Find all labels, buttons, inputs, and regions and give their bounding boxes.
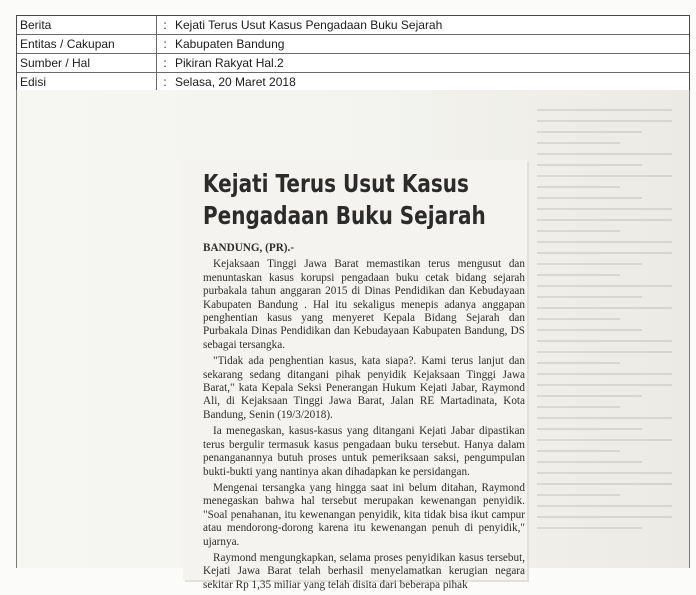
meta-colon: : xyxy=(163,18,167,32)
meta-label: Sumber / Hal xyxy=(17,54,157,72)
article-paragraph: Raymond mengungkapkan, selama proses penyidikan kasus tersebut, Kejati Jawa Barat telah berhasil menyelamatkan kerugian negara sekitar Rp 1,35 miliar yang telah disita dari beberapa pihak xyxy=(203,551,525,591)
meta-row-berita xyxy=(17,16,689,35)
meta-value: Kejati Terus Usut Kasus Pengadaan Buku Sejarah xyxy=(175,18,443,32)
headline-line-1: Kejati Terus Usut Kasus xyxy=(203,169,469,198)
article-paragraph: "Tidak ada penghentian kasus, kata siapa?. Kami terus lanjut dan sekarang sedang ditangani pihak penyidik Kejaksaan Tinggi Jawa Barat," kata Kepala Seksi Penerangan Hukum Kejati Jabar, Raymond Ali, di Kejaksaan Tinggi Jawa Barat, Jalan RE Martadinata, Kota Bandung, Senin (19/3/2018). xyxy=(203,355,525,421)
meta-colon: : xyxy=(163,75,167,89)
article-paragraph: Mengenai tersangka yang hingga saat ini belum ditahan, Raymond menegaskan bahwa hal tersebut merupakan kewenangan penyidik. "Soal penahanan, itu kewenangan penyidik, kita tidak bisa ikut campur atau mendorong-dorong karena itu kewenangan penuh di penyidik," ujarnya. xyxy=(203,481,525,548)
bleed-through-texture xyxy=(537,100,687,560)
meta-value: Kabupaten Bandung xyxy=(175,37,285,51)
headline-line-2: Pengadaan Buku Sejarah xyxy=(203,201,486,230)
meta-label: Edisi xyxy=(17,73,157,91)
article-body xyxy=(203,242,525,595)
meta-row-sumber xyxy=(17,54,689,73)
meta-row-edisi xyxy=(17,73,689,91)
newspaper-clipping xyxy=(183,160,527,591)
meta-value: Pikiran Rakyat Hal.2 xyxy=(175,56,284,70)
meta-label: Entitas / Cakupan xyxy=(17,35,157,53)
article-headline xyxy=(203,168,486,232)
meta-value: Selasa, 20 Maret 2018 xyxy=(175,75,296,89)
article-paragraph: Ia menegaskan, kasus-kasus yang ditangani Kejati Jabar dipastikan terus bergulir termasuk kasus pengadaan buku tersebut. Hanya dalam penanganannya butuh proses untuk pemeriksaan saksi, pengumpulan bukti-bukti yang nantinya akan dihadapkan ke persidangan. xyxy=(203,425,525,478)
meta-colon: : xyxy=(163,37,167,51)
meta-label: Berita xyxy=(17,16,157,34)
article-paragraph: Kejaksaan Tinggi Jawa Barat memastikan terus mengusut dan menuntaskan kasus korupsi pengadaan buku cetak bidang sejarah purbakala tahun anggaran 2015 di Dinas Pendidikan dan Kebudayaan Kabupaten Bandung . Hal itu sekaligus menepis adanya anggapan penghentian kasus yang menyeret Kepala Bidang Sejarah dan Purbakala Dinas Pendidikan dan Kebudayaan Kabupaten Bandung, DS sebagai tersangka. xyxy=(203,258,525,351)
meta-colon: : xyxy=(163,56,167,70)
article-paragraph xyxy=(203,242,525,255)
scan-frame xyxy=(16,90,690,591)
dateline: BANDUNG, (PR).- xyxy=(203,242,295,254)
metadata-table xyxy=(16,15,690,92)
meta-row-entitas xyxy=(17,35,689,54)
